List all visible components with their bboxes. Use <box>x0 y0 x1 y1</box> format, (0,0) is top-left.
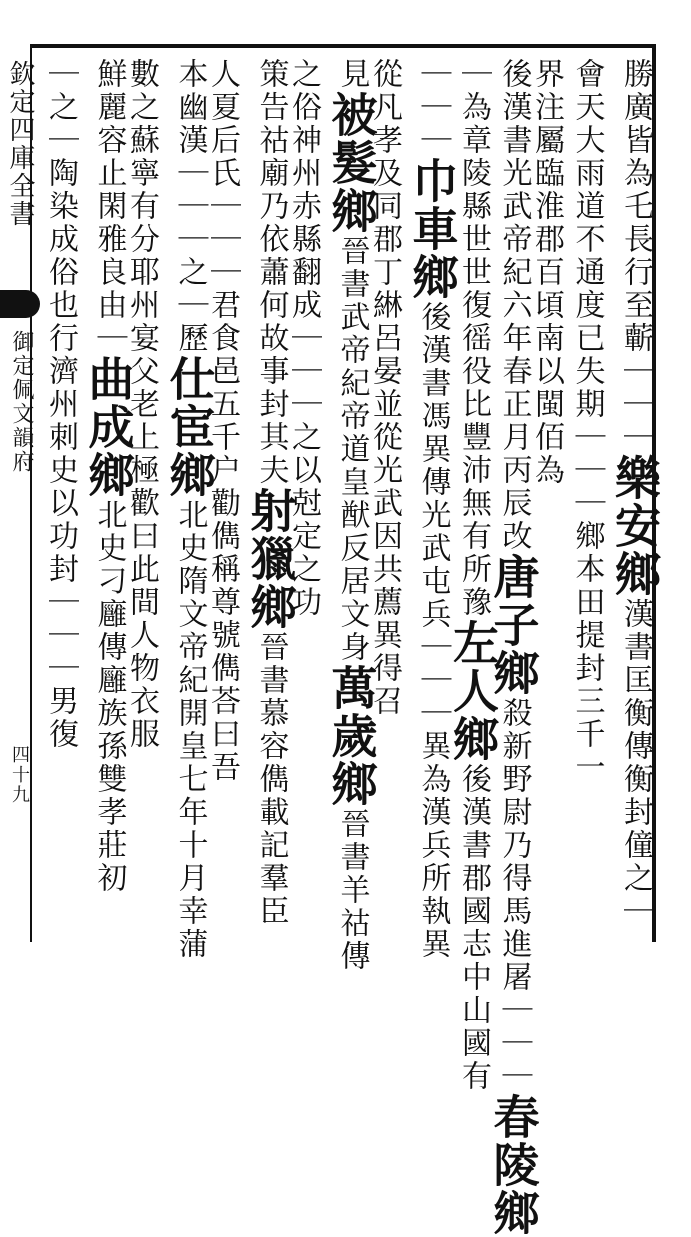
text-segment: ｜ <box>569 487 605 520</box>
text-segment: 見 <box>334 58 370 91</box>
text-segment: 從凡孝及同郡丁綝呂晏並從光武因共薦異得召 <box>367 58 402 718</box>
text-column <box>570 58 604 784</box>
text-segment: ｜｜ <box>569 421 605 487</box>
text-column <box>324 58 379 973</box>
text-segment: ｜ <box>618 421 653 454</box>
book-title: 欽定四庫全書 <box>5 60 35 228</box>
text-segment: 勝廣皆為乇長行至蘄 <box>618 58 653 355</box>
text-segment: ｜ <box>91 322 127 355</box>
text-segment: ｜ <box>172 289 208 322</box>
text-segment: ｜之｜陶染成俗也 <box>43 58 78 322</box>
text-segment: ｜ <box>172 223 208 256</box>
text-segment: 男 <box>43 685 78 718</box>
text-segment: ｜｜ <box>172 157 208 223</box>
text-segment: 之 <box>286 421 321 454</box>
fishtail-band <box>0 290 40 318</box>
headword: 被髮鄉 <box>324 91 379 235</box>
headword: 唐子鄉 <box>486 553 541 697</box>
headword: 巾車鄉 <box>405 157 460 301</box>
text-segment: ｜ <box>43 652 78 685</box>
text-segment: ｜｜ <box>286 322 321 388</box>
text-segment: 之 <box>172 256 208 289</box>
headword: 萬歲鄉 <box>324 664 379 808</box>
text-segment: ｜ <box>415 697 451 730</box>
text-segment: 策告祜廟乃依蕭何故事封其夫 <box>253 58 289 487</box>
text-segment: 百頃南以閩佰為 <box>529 256 564 487</box>
text-segment: 州宴父老上極歡曰此間人物衣服 <box>124 289 159 751</box>
text-column <box>405 58 460 961</box>
text-segment: 勸儁稱尊號儁荅曰吾 <box>205 487 240 784</box>
text-segment: 行濟州刺史以功封 <box>43 322 78 586</box>
text-segment: 晉書武帝紀帝道皇猷反居文身 <box>334 235 370 664</box>
text-segment: ｜ <box>496 1060 532 1093</box>
text-segment: 後漢書郡國 <box>456 763 491 928</box>
text-segment: 以尅定之功 <box>286 454 321 619</box>
text-segment: ｜ <box>286 388 321 421</box>
text-segment: 後漢書光武帝紀六年春正月丙辰改 <box>496 58 532 553</box>
text-segment: 之俗神州赤縣翻成 <box>286 58 321 322</box>
text-segment: 鄉本田提封三千一 <box>569 520 605 784</box>
text-segment: 晉書慕容儁載記羣臣 <box>253 631 289 928</box>
text-segment: ｜ <box>205 256 240 289</box>
text-column <box>162 58 217 961</box>
headword: 射獵鄉 <box>243 487 298 631</box>
text-segment: 界注屬臨淮郡 <box>529 58 564 256</box>
text-segment: ｜｜ <box>618 355 653 421</box>
text-segment: 人夏后氏 <box>205 58 240 190</box>
text-segment: 歷 <box>172 322 208 355</box>
text-segment: ｜｜ <box>415 631 451 697</box>
text-segment: 漢書匡衡傳衡封僮之｜ <box>618 598 653 928</box>
text-segment: 本幽漢 <box>172 58 208 157</box>
headword: 左人鄉 <box>446 619 500 763</box>
text-segment: 北史刁廱傳廱族孫雙孝莊初 <box>91 499 127 895</box>
text-segment: ｜｜ <box>205 190 240 256</box>
text-segment: 後漢書馮異傳光武屯兵 <box>415 301 451 631</box>
text-segment: 志中山國有 <box>456 928 491 1093</box>
page-number: 四十九 <box>9 745 30 805</box>
text-segment: 數之蘇寧有分耶 <box>124 58 159 289</box>
text-column <box>81 58 136 895</box>
text-segment: ｜ <box>415 124 451 157</box>
headword: 曲成鄉 <box>81 355 136 499</box>
top-border <box>30 44 656 48</box>
text-segment: ｜為章陵縣世世復徭役比豐沛無有所豫 <box>456 58 491 619</box>
text-segment: 復 <box>43 718 78 751</box>
text-segment: ｜｜ <box>415 58 451 124</box>
text-column <box>43 58 77 751</box>
text-segment: 異為漢兵所執異 <box>415 730 451 961</box>
text-segment: 君食邑五千户 <box>205 289 240 487</box>
edition-title: 御定佩文韻府 <box>9 330 34 474</box>
text-segment: 北史隋文帝紀開皇七年十月幸蒲 <box>172 499 208 961</box>
text-segment: 殺新野尉乃得馬進屠 <box>496 697 532 994</box>
headword: 春陵鄉 <box>486 1093 541 1237</box>
headword: 樂安鄉 <box>608 454 662 598</box>
text-segment: 晉書羊祜傳 <box>334 808 370 973</box>
text-column <box>243 58 298 928</box>
text-column <box>610 58 660 928</box>
text-segment: ｜｜ <box>496 994 532 1060</box>
text-segment: 鮮麗容止閑雅良由 <box>91 58 127 322</box>
text-segment: 會天大雨道不通度已失期 <box>569 58 605 421</box>
headword: 仕宦鄉 <box>162 355 217 499</box>
text-segment: ｜｜ <box>43 586 78 652</box>
